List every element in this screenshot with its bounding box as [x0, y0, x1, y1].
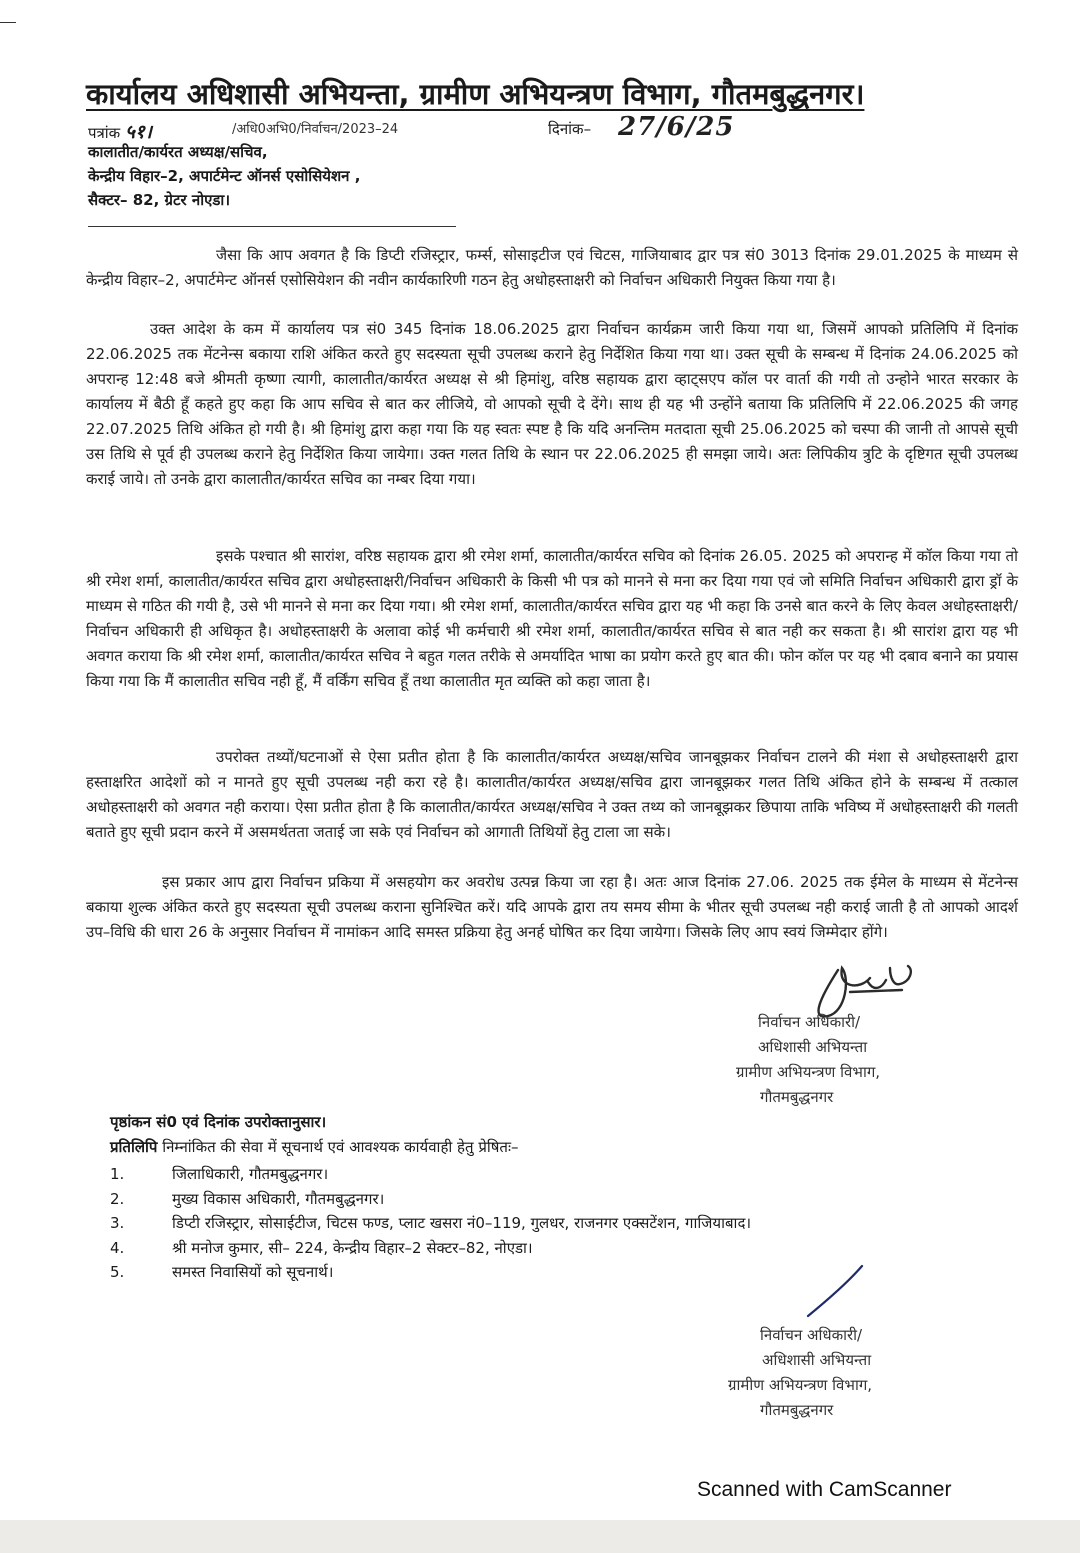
list-item	[110, 1211, 751, 1236]
endorsement-title: पृष्ठांकन सं0 एवं दिनांक उपरोक्तानुसार।	[110, 1113, 327, 1131]
list-number: 5.	[110, 1263, 125, 1281]
patrank	[88, 118, 152, 144]
header-divider	[88, 226, 456, 227]
list-item	[110, 1187, 751, 1212]
signature-scrawl-2	[800, 1262, 870, 1322]
patrank-handwritten: ५१।	[125, 121, 152, 143]
signature-line: गौतमबुद्धनगर	[760, 1401, 834, 1419]
copy-intro	[110, 1137, 519, 1157]
copy-list	[110, 1162, 751, 1285]
list-item	[110, 1236, 751, 1261]
signature-line: ग्रामीण अभियन्त्रण विभाग,	[736, 1063, 881, 1081]
signature-block-2	[728, 1323, 872, 1423]
signature-line: अधिशासी अभियन्ता	[758, 1038, 868, 1056]
date-handwritten: 27/6/25	[618, 112, 735, 142]
recipient-line: कालातीत/कार्यरत अध्यक्ष/सचिव,	[88, 143, 268, 161]
list-number: 2.	[110, 1189, 125, 1208]
signature-line: ग्रामीण अभियन्त्रण विभाग,	[728, 1376, 873, 1394]
list-text: श्री मनोज कुमार, सी– 224, केन्द्रीय विहार–2 सेक्टर–82, नोएडा।	[172, 1238, 533, 1257]
signature-block	[730, 1010, 880, 1110]
body-paragraph: उपरोक्त तथ्यों/घटनाओं से ऐसा प्रतीत होता है कि कालातीत/कार्यरत अध्यक्ष/सचिव जानबूझकर निर्वाचन टालने की मंशा से अधोहस्ताक्षरी द्वारा हस्ताक्षरित आदेशों को न मानते हुए सूची उपलब्ध नही करा रहे है। कालातीत/कार्यरत अध्यक्ष/सचिव द्वारा जानबूझकर गलत तिथि अंकित होने के सम्बन्ध में तत्काल अधोहस्ताक्षरी को अवगत नही कराया। ऐसा प्रतीत होता है कि कालातीत/कार्यरत अध्यक्ष/सचिव ने उक्त तथ्य को जानबूझकर छिपाया ताकि भविष्य में अधोहस्ताक्षरी की गलती बताते हुए सूची प्रदान करने में असमर्थतता जताई जा सके एवं निर्वाचन को आगाती तिथियों हेतु टाला जा सके।	[86, 748, 1018, 841]
corner-mark	[0, 22, 16, 23]
list-text: डिप्टी रजिस्ट्रार, सोसाईटीज, चिटस फण्ड, प्लाट खसरा नं0–119, गुलधर, राजनगर एक्सटेंशन, गाजियाबाद।	[172, 1214, 752, 1232]
list-number: 3.	[110, 1214, 125, 1232]
body-paragraph: इसके पश्चात श्री सारांश, वरिष्ठ सहायक द्वारा श्री रमेश शर्मा, कालातीत/कार्यरत सचिव को दिनांक 26.05. 2025 को अपरान्ह में कॉल किया गया तो श्री रमेश शर्मा, कालातीत/कार्यरत सचिव द्वारा अधोहस्ताक्षरी/निर्वाचन अधिकारी के किसी भी पत्र को मानने से मना कर दिया गया एवं जो समिति निर्वाचन अधिकारी द्वारा ड्रॉ के माध्यम से गठित की गयी है, उसे भी मानने से मना कर दिया गया। श्री रमेश शर्मा, कालातीत/कार्यरत सचिव द्वारा यह भी कहा कि उनसे बात करने के लिए केवल अधोहस्ताक्षरी/निर्वाचन अधिकारी ही अधिकृत है। अधोहस्ताक्षरी के अलावा कोई भी कर्मचारी श्री रमेश शर्मा, कालातीत/कार्यरत सचिव से बात नही कर सकता है। श्री सारांश द्वारा यह भी अवगत कराया कि श्री रमेश शर्मा, कालातीत/कार्यरत सचिव ने बहुत गलत तरीके से अमर्यादित भाषा का प्रयोग करते हुए बात की। फोन कॉल पर यह भी दबाव बनाने का प्रयास किया गया कि मैं कालातीत सचिव नही हूँ, मैं वर्किंग सचिव हूँ तथा कालातीत मृत व्यक्ति को कहा जाता है।	[86, 547, 1018, 690]
list-text: मुख्य विकास अधिकारी, गौतमबुद्धनगर।	[172, 1189, 385, 1208]
copy-bold-label: प्रतिलिपि	[110, 1138, 158, 1156]
reference-number: /अधि0अभि0/निर्वाचन/2023–24	[232, 122, 399, 137]
list-text: समस्त निवासियों को सूचनार्थ।	[172, 1263, 334, 1281]
body-paragraph: जैसा कि आप अवगत है कि डिप्टी रजिस्ट्रार, फर्म्स, सोसाइटीज एवं चिटस, गाजियाबाद द्वार पत्र सं0 3013 दिनांक 29.01.2025 के माध्यम से केन्द्रीय विहार–2, अपार्टमेन्ट ऑनर्स एसोसियेशन की नवीन कार्यकारिणी गठन हेतु अधोहस्ताक्षरी को निर्वाचन अधिकारी नियुक्त किया गया है।	[86, 246, 1018, 289]
recipient-line: सैक्टर– 82, ग्रेटर नोएडा।	[88, 191, 231, 209]
signature-line: गौतमबुद्धनगर	[760, 1088, 834, 1106]
body-paragraph: इस प्रकार आप द्वारा निर्वाचन प्रकिया में असहयोग कर अवरोध उत्पन्न किया जा रहा है। अतः आज दिनांक 27.06. 2025 तक ईमेल के माध्यम से मेंटनेन्स बकाया शुल्क अंकित करते हुए सदस्यता सूची उपलब्ध कराना सुनिश्चित करें। यदि आपके द्वारा तय समय सीमा के भीतर सूची उपलब्ध नही कराई जाती है तो आपको आदर्श उप–विधि की धारा 26 के अनुसार निर्वाचन में नामांकन आदि समस्त प्रक्रिया हेतु अनर्ह घोषित कर दिया जायेगा। जिसके लिए आप स्वयं जिम्मेदार होंगे।	[86, 873, 1018, 941]
list-item	[110, 1162, 751, 1187]
body-paragraph: उक्त आदेश के कम में कार्यालय पत्र सं0 345 दिनांक 18.06.2025 द्वारा निर्वाचन कार्यक्रम जारी किया गया था, जिसमें आपको प्रतिलिपि में दिनांक 22.06.2025 तक मेंटनेन्स बकाया राशि अंकित करते हुए सदस्यता सूची उपलब्ध कराने हेतु निर्देशित किया गया था। उक्त सूची के सम्बन्ध में दिनांक 24.06.2025 को अपरान्ह 12:48 बजे श्रीमती कृष्णा त्यागी, कालातीत/कार्यरत अध्यक्ष से श्री हिमांशु, वरिष्ठ सहायक द्वारा व्हाट्सएप कॉल पर वार्ता की गयी तो उन्होने भारत सरकार के कार्यालय में बैठी हूँ कहते हुए कहा कि आप सचिव से बात कर लीजिये, वो आपको सूची दे देंगे। साथ ही यह भी उन्होंने बताया कि प्रतिलिपि में 22.06.2025 की जगह 22.07.2025 तिथि अंकित हो गयी है। श्री हिमांशु द्वारा कहा गया कि यह स्वतः स्पष्ट है कि यदि अनन्तिम मतदाता सूची 25.06.2025 को चस्पा की जानी तो आपसे सूची उस तिथि से पूर्व ही उपलब्ध कराने हेतु निर्देशित किया जायेगा। उक्त गलत तिथि के स्थान पर 22.06.2025 ही समझा जाये। अतः लिपिकीय त्रुटि के दृष्टिगत सूची उपलब्ध कराई जाये। तो उनके द्वारा कालातीत/कार्यरत सचिव का नम्बर दिया गया।	[86, 320, 1018, 488]
signature-line: निर्वाचन अधिकारी/	[760, 1326, 863, 1344]
signature-line: निर्वाचन अधिकारी/	[758, 1013, 861, 1031]
page-bottom-strip	[0, 1520, 1080, 1553]
date-label: दिनांक–	[548, 120, 592, 138]
signature-line: अधिशासी अभियन्ता	[762, 1351, 872, 1369]
list-text: जिलाधिकारी, गौतमबुद्धनगर।	[172, 1165, 329, 1183]
list-item	[110, 1260, 751, 1285]
camscanner-watermark: Scanned with CamScanner	[697, 1478, 952, 1501]
patrank-label: पत्रांक	[88, 124, 121, 142]
recipient-line: केन्द्रीय विहार–2, अपार्टमेन्ट ऑनर्स एसोसियेशन ,	[88, 167, 361, 185]
list-number: 1.	[110, 1165, 125, 1183]
copy-intro-text: निम्नांकित की सेवा में सूचनार्थ एवं आवश्यक कार्यवाही हेतु प्रेषितः–	[157, 1138, 519, 1156]
office-title: कार्यालय अधिशासी अभियन्ता, ग्रामीण अभियन्त्रण विभाग, गौतमबुद्धनगर।	[86, 77, 865, 111]
list-number: 4.	[110, 1238, 125, 1257]
